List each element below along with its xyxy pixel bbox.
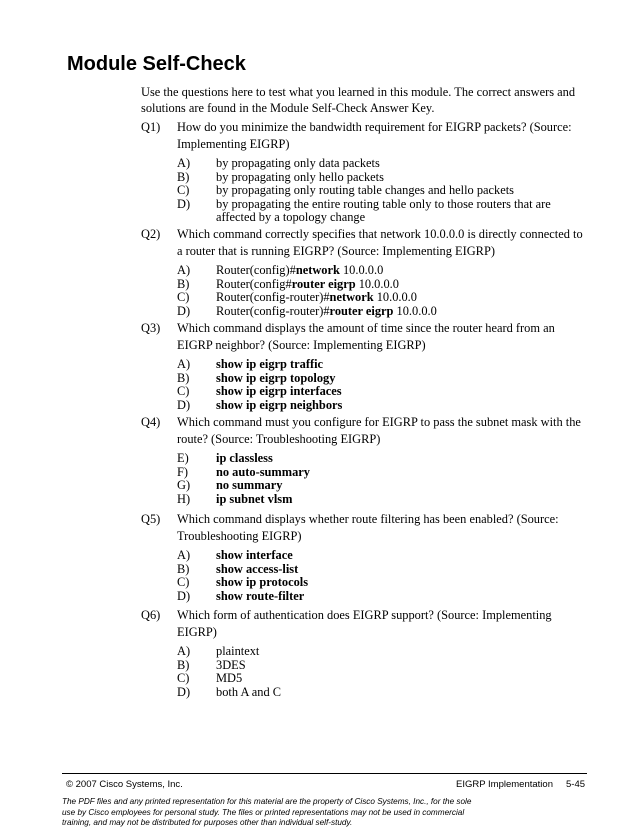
option-letter: A) [177, 263, 191, 277]
option-text-plain: both A and C [216, 684, 282, 699]
answer-option [177, 291, 591, 305]
answer-option [177, 385, 591, 399]
option-text-plain: 3DES [216, 657, 246, 672]
answer-option [177, 358, 591, 372]
option-text [216, 645, 591, 659]
question-number: Q4) [141, 415, 161, 429]
answer-options [177, 358, 591, 412]
option-text-suffix: 10.0.0.0 [339, 263, 384, 277]
answer-options [177, 452, 591, 506]
answer-option [177, 466, 591, 480]
option-text [216, 291, 591, 305]
option-text-plain: Router(config)# [216, 263, 296, 277]
option-letter: C) [177, 290, 190, 305]
option-letter: C) [177, 575, 190, 590]
option-letter: A) [177, 548, 191, 562]
answer-option [177, 305, 591, 319]
question-number: Q5) [141, 512, 161, 526]
option-text [216, 452, 591, 466]
question-block [141, 511, 591, 603]
option-text-plain: by propagating only data packets [216, 156, 380, 170]
answer-option [177, 264, 591, 278]
question-text: Which command correctly specifies that network 10.0.0.0 is directly connected to a router that is running EIGRP? (Source: Implementing EIGRP) [177, 227, 583, 258]
answer-options [177, 645, 591, 699]
option-text [216, 372, 591, 386]
option-letter: B) [177, 169, 190, 184]
footer-divider [62, 773, 587, 774]
option-command: show ip protocols [216, 575, 309, 590]
option-letter: A) [177, 357, 191, 371]
option-letter: G) [177, 478, 191, 493]
option-text-suffix: 10.0.0.0 [373, 290, 417, 305]
option-command: show interface [216, 548, 293, 562]
question-header [141, 320, 591, 354]
question-number: Q2) [141, 227, 161, 241]
option-command: show route-filter [216, 588, 305, 603]
option-text [216, 264, 591, 278]
option-text [216, 493, 591, 507]
option-text-plain: by propagating only routing table changes and hello packets [216, 183, 514, 198]
footer-page-number: 5-45 [566, 779, 586, 790]
answer-option [177, 278, 591, 292]
option-text [216, 184, 591, 198]
option-text [216, 278, 591, 292]
question-header [141, 119, 591, 153]
footer-copyright: © 2007 Cisco Systems, Inc. [66, 779, 183, 790]
option-text [216, 549, 591, 563]
option-command: network [295, 263, 340, 277]
question-block [141, 226, 591, 318]
question-header [141, 414, 591, 448]
option-text [216, 157, 591, 171]
answer-option [177, 493, 591, 507]
option-letter: C) [177, 183, 190, 198]
option-letter: F) [177, 464, 189, 479]
question-header [141, 226, 591, 260]
option-text-plain: plaintext [216, 644, 260, 658]
option-command: ip subnet vlsm [216, 491, 293, 506]
option-text-plain: Router(config-router)# [216, 290, 330, 305]
answer-option [177, 645, 591, 659]
option-letter: D) [177, 588, 191, 603]
answer-option [177, 590, 591, 604]
question-number: Q1) [141, 120, 161, 134]
answer-options [177, 549, 591, 603]
option-letter: H) [177, 491, 191, 506]
option-text-plain: Router(config-router)# [216, 303, 330, 318]
intro-text: Use the questions here to test what you learned in this module. The correct answers and solutions are found in the Module Self-Check Answer Key. [141, 85, 576, 115]
option-command: ip classless [216, 451, 273, 465]
option-text-suffix: 10.0.0.0 [355, 276, 399, 291]
question-block [141, 119, 591, 225]
option-letter: A) [177, 644, 191, 658]
option-text [216, 479, 591, 493]
option-command: network [329, 290, 374, 305]
option-letter: C) [177, 671, 190, 686]
option-text [216, 686, 591, 700]
question-text: Which form of authentication does EIGRP support? (Source: Implementing EIGRP) [177, 608, 552, 639]
option-letter: B) [177, 276, 190, 291]
question-text: Which command must you configure for EIGRP to pass the subnet mask with the route? (Source: Troubleshooting EIGRP) [177, 415, 581, 446]
question-text: Which command displays the amount of time since the router heard from an EIGRP neighbor? (Source: Implementing EIGRP) [177, 321, 555, 352]
question-text: Which command displays whether route filtering has been enabled? (Source: Troubleshooting EIGRP) [177, 512, 559, 543]
option-text [216, 385, 591, 399]
option-command: no summary [216, 478, 283, 493]
question-header [141, 511, 591, 545]
question-header [141, 607, 591, 641]
question-block [141, 320, 591, 412]
option-text [216, 358, 591, 372]
option-letter: B) [177, 561, 190, 576]
option-text [216, 305, 591, 319]
footer-section: EIGRP Implementation [456, 779, 553, 790]
option-letter: E) [177, 451, 189, 465]
option-text-plain: by propagating only hello packets [216, 169, 384, 184]
option-text [216, 466, 591, 480]
answer-options [177, 157, 591, 225]
answer-option [177, 372, 591, 386]
option-command: router eigrp [329, 303, 394, 318]
option-text [216, 198, 591, 225]
option-text [216, 659, 591, 673]
question-number: Q6) [141, 608, 161, 622]
answer-options [177, 264, 591, 318]
answer-option [177, 157, 591, 171]
option-text [216, 563, 591, 577]
option-text [216, 590, 591, 604]
option-command: show ip eigrp traffic [216, 357, 324, 371]
option-command: show ip eigrp interfaces [216, 384, 342, 399]
option-letter: D) [177, 196, 191, 211]
option-letter: D) [177, 684, 191, 699]
option-text [216, 672, 591, 686]
page-title: Module Self-Check [67, 53, 246, 75]
answer-option [177, 549, 591, 563]
option-command: show ip eigrp neighbors [216, 397, 343, 412]
option-text-plain: by propagating the entire routing table only to those routers that are affected by a topology change [216, 196, 551, 225]
option-command: show access-list [216, 561, 299, 576]
question-block [141, 607, 591, 699]
option-letter: B) [177, 370, 190, 385]
question-number: Q3) [141, 321, 161, 335]
option-command: no auto-summary [216, 464, 310, 479]
answer-option [177, 198, 591, 225]
answer-option [177, 479, 591, 493]
option-text-suffix: 10.0.0.0 [393, 303, 437, 318]
option-text [216, 171, 591, 185]
question-block [141, 414, 591, 506]
answer-option [177, 184, 591, 198]
option-command: show ip eigrp topology [216, 370, 336, 385]
answer-option [177, 563, 591, 577]
answer-option [177, 399, 591, 413]
footer-disclaimer: The PDF files and any printed representation for this material are the property of Cisco Systems, Inc., for the sole use by Cisco employees for personal study. The files or printed representations may not be used in commercial training, and may not be distributed for purposes other than individual self-study. [62, 797, 472, 827]
option-command: router eigrp [291, 276, 356, 291]
option-letter: D) [177, 397, 191, 412]
option-text [216, 576, 591, 590]
option-letter: C) [177, 384, 190, 399]
question-text: How do you minimize the bandwidth requirement for EIGRP packets? (Source: Implementing EIGRP) [177, 120, 572, 151]
option-text-plain: Router(config# [216, 276, 292, 291]
answer-option [177, 171, 591, 185]
answer-option [177, 452, 591, 466]
answer-option [177, 659, 591, 673]
option-letter: D) [177, 303, 191, 318]
answer-option [177, 672, 591, 686]
answer-option [177, 576, 591, 590]
option-text-plain: MD5 [216, 671, 243, 686]
answer-option [177, 686, 591, 700]
option-letter: B) [177, 657, 190, 672]
option-letter: A) [177, 156, 191, 170]
option-text [216, 399, 591, 413]
